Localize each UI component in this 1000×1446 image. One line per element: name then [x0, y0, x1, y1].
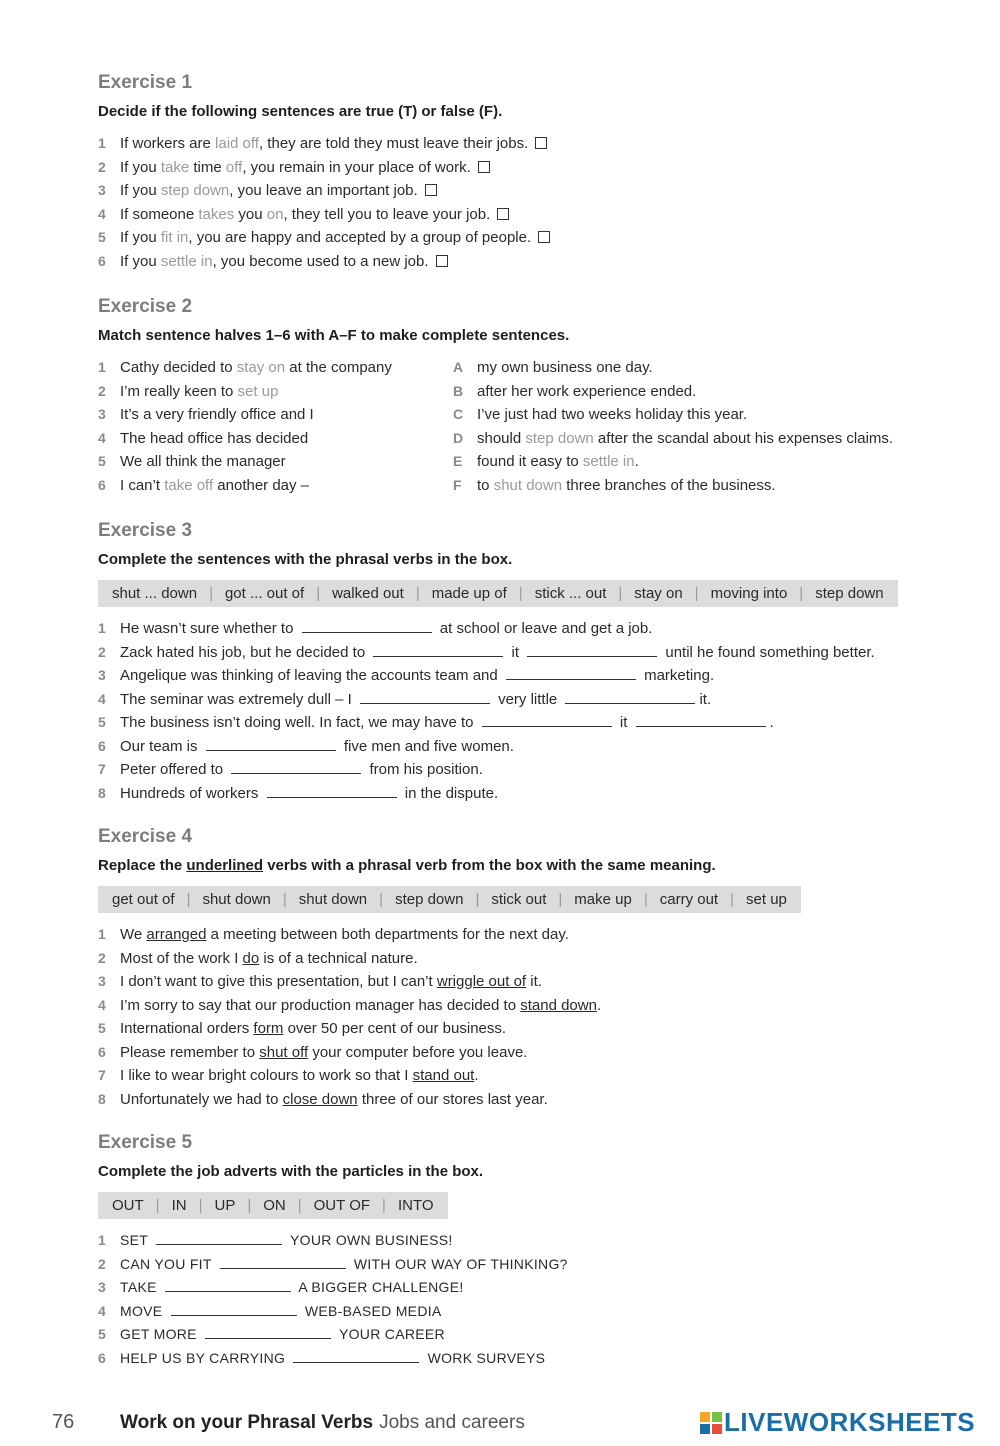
phrasal-verb: take — [160, 158, 190, 176]
item-number: 5 — [98, 714, 106, 730]
phrasal-verb: settle in — [582, 453, 635, 470]
phrasal-verb: set up — [237, 382, 279, 400]
item-letter: A — [453, 359, 464, 375]
underlined-verb: arranged — [146, 926, 207, 943]
sentence-text: , you are happy and accepted by a group of people. — [188, 229, 532, 246]
list-item — [98, 380, 392, 404]
list-item — [98, 1041, 801, 1065]
item-number: 2 — [98, 1255, 107, 1272]
box-separator: | — [247, 1197, 252, 1214]
item-number: 5 — [98, 453, 106, 469]
item-number: 3 — [98, 1279, 107, 1295]
sentence-text: Cathy decided to — [120, 359, 237, 376]
item-letter: C — [453, 406, 464, 422]
sentence-text: I’ve just had two weeks holiday this year. — [477, 406, 748, 423]
box-word: IN — [171, 1197, 187, 1214]
list-item — [98, 250, 550, 274]
item-letter: F — [453, 476, 462, 493]
sentence-text: Most of the work I — [120, 949, 243, 967]
box-separator: | — [518, 585, 523, 602]
list-item — [453, 380, 893, 404]
answer-blank[interactable] — [360, 690, 490, 704]
list-item — [98, 1017, 801, 1041]
answer-checkbox[interactable] — [478, 161, 490, 173]
sentence-text: Angelique was thinking of leaving the accounts team and — [120, 667, 502, 684]
phrasal-verb: off — [225, 158, 243, 176]
phrasal-verb: step down — [160, 182, 230, 199]
sentence-text: The head office has decided — [120, 429, 309, 447]
exercise-4 — [98, 826, 801, 1111]
sentence-text: , you become used to a new job. — [212, 252, 429, 270]
advert-text: WORK SURVEYS — [423, 1349, 546, 1366]
answer-blank[interactable] — [267, 784, 397, 798]
sentence-text: We all think the manager — [120, 453, 286, 470]
item-number: 4 — [98, 996, 106, 1013]
exercise-title: Exercise 4 — [98, 826, 193, 847]
box-separator: | — [475, 891, 480, 908]
item-number: 4 — [98, 1302, 107, 1319]
box-separator: | — [155, 1197, 160, 1214]
item-number: 8 — [98, 1090, 106, 1107]
sentence-text: I can’t — [120, 476, 165, 494]
phrasal-verb: laid off — [215, 135, 259, 152]
list-item — [98, 226, 550, 250]
answer-blank[interactable] — [171, 1302, 297, 1316]
sentence-text: , they are told they must leave their jobs. — [258, 135, 529, 152]
box-word: make up — [574, 891, 632, 908]
list-item — [98, 403, 392, 427]
sentence-text: Zack hated his job, but he decided to — [120, 643, 370, 661]
answer-checkbox[interactable] — [535, 137, 547, 149]
phrasal-verb: fit in — [160, 229, 189, 246]
list-item — [98, 474, 392, 498]
phrasal-verb-box — [98, 580, 898, 607]
sentence-text: I like to wear bright colours to work so that I — [120, 1067, 413, 1084]
exercise-title: Exercise 1 — [98, 72, 193, 93]
list-item — [453, 356, 893, 380]
item-number: 3 — [98, 182, 106, 198]
advert-text: A BIGGER CHALLENGE! — [294, 1279, 464, 1295]
answer-checkbox[interactable] — [436, 255, 448, 267]
answer-blank[interactable] — [482, 713, 612, 727]
underlined-verb: form — [253, 1020, 284, 1037]
list-item — [98, 970, 801, 994]
exercise-1 — [98, 72, 550, 273]
box-separator: | — [382, 1197, 386, 1214]
advert-text: MOVE — [120, 1302, 167, 1319]
sentence-text: If you — [120, 252, 161, 270]
exercise-5 — [98, 1132, 568, 1370]
advert-text: WEB-BASED MEDIA — [300, 1302, 442, 1319]
sentence-list — [98, 132, 550, 273]
item-number: 7 — [98, 761, 106, 777]
answer-blank[interactable] — [373, 643, 503, 657]
sentence-list — [98, 617, 898, 805]
sentence-text: , they tell you to leave your job. — [283, 205, 491, 223]
box-word: shut ... down — [112, 585, 198, 602]
box-separator: | — [558, 891, 563, 908]
sentence-text: Peter offered to — [120, 761, 228, 778]
item-number: 2 — [98, 382, 106, 399]
list-item — [98, 179, 550, 203]
phrasal-verb: takes — [198, 205, 235, 223]
box-word: step down — [815, 585, 884, 602]
list-item — [98, 1323, 568, 1347]
list-item — [98, 735, 898, 759]
box-separator: | — [209, 585, 213, 602]
box-separator: | — [799, 585, 804, 602]
exercise-3 — [98, 520, 898, 805]
box-word: OUT — [112, 1197, 144, 1214]
item-number: 5 — [98, 1020, 106, 1036]
box-word: step down — [395, 891, 464, 908]
exercise-instruction: Match sentence halves 1–6 with A–F to make complete sentences. — [98, 327, 570, 344]
list-item — [98, 947, 801, 971]
list-item — [453, 427, 893, 451]
sentence-text: . — [596, 996, 602, 1014]
list-item — [453, 403, 893, 427]
sentence-text: If you — [120, 229, 161, 246]
liveworksheets-logo-icon — [700, 1412, 722, 1434]
exercise-title: Exercise 3 — [98, 520, 193, 541]
sentence-text: The seminar was extremely dull – I — [120, 690, 356, 708]
phrasal-verb: shut down — [493, 476, 563, 494]
list-item — [98, 1300, 568, 1324]
exercise-instruction: Complete the job adverts with the particles in the box. — [98, 1163, 484, 1180]
box-separator: | — [198, 1197, 203, 1214]
page-number: 76 — [52, 1411, 75, 1433]
list-item — [98, 641, 898, 665]
answer-blank[interactable] — [205, 1325, 331, 1339]
box-separator: | — [379, 891, 384, 908]
sentence-text: If you — [120, 182, 161, 199]
list-item — [98, 688, 898, 712]
sentence-text: He wasn’t sure whether to — [120, 620, 298, 637]
item-number: 3 — [98, 667, 106, 683]
advert-text: HELP US BY CARRYING — [120, 1349, 290, 1366]
phrasal-verb-box — [98, 886, 801, 913]
item-number: 3 — [98, 973, 106, 989]
item-number: 7 — [98, 1067, 106, 1083]
answer-checkbox[interactable] — [497, 208, 509, 220]
sentence-text: It’s a very friendly office and I — [120, 406, 314, 423]
box-word: made up of — [431, 585, 507, 602]
sentence-text: you — [234, 205, 267, 223]
sentence-text: We — [120, 926, 147, 943]
box-word: walked out — [332, 585, 404, 602]
box-word: got ... out of — [224, 585, 305, 602]
list-item — [453, 474, 893, 498]
answer-blank[interactable] — [156, 1231, 282, 1245]
phrasal-verb: take off — [164, 476, 214, 494]
exercise-2 — [98, 296, 958, 501]
box-separator: | — [297, 1197, 302, 1214]
underlined-verb: stand down — [520, 996, 597, 1014]
list-item — [453, 450, 893, 474]
sentence-text: Unfortunately we had to — [120, 1090, 283, 1108]
sentence-list — [98, 923, 801, 1111]
box-word: shut down — [202, 891, 271, 908]
page-footer — [0, 1405, 1000, 1441]
phrasal-verb: stay on — [236, 359, 286, 376]
advert-text: TAKE — [120, 1279, 161, 1295]
phrasal-verb: on — [266, 205, 284, 223]
exercise-title: Exercise 5 — [98, 1132, 193, 1153]
item-number: 2 — [98, 949, 106, 966]
list-item — [98, 203, 550, 227]
item-number: 4 — [98, 205, 106, 222]
box-separator: | — [316, 585, 321, 602]
answer-blank[interactable] — [293, 1349, 419, 1363]
sentence-text: marketing. — [639, 667, 715, 684]
list-item — [98, 923, 801, 947]
sentence-text: your computer before you leave. — [308, 1043, 528, 1061]
answer-blank[interactable] — [527, 643, 657, 657]
box-word: get out of — [112, 891, 175, 908]
advert-text: YOUR CAREER — [335, 1326, 445, 1342]
item-number: 5 — [98, 1326, 107, 1342]
box-word: OUT OF — [313, 1197, 371, 1214]
item-number: 6 — [98, 737, 106, 754]
item-letter: D — [453, 429, 464, 446]
list-item — [98, 1253, 568, 1277]
list-item — [98, 1088, 801, 1112]
item-number: 1 — [98, 926, 106, 942]
answer-blank[interactable] — [231, 760, 361, 774]
exercise-instruction: Replace the underlined verbs with a phrasal verb from the box with the same meaning. — [98, 857, 716, 874]
list-item — [98, 1064, 801, 1088]
sentence-text: found it easy to — [477, 453, 583, 470]
sentence-text: International orders — [120, 1020, 254, 1037]
answer-checkbox[interactable] — [425, 184, 437, 196]
list-item — [98, 356, 392, 380]
box-separator: | — [618, 585, 623, 602]
sentence-text: it. — [699, 690, 712, 708]
box-separator: | — [643, 891, 648, 908]
underlined-verb: close down — [282, 1090, 358, 1108]
unit-topic: Jobs and careers — [379, 1412, 525, 1433]
sentence-text: time — [189, 158, 226, 176]
advert-text: GET MORE — [120, 1326, 202, 1342]
item-number: 4 — [98, 429, 106, 446]
sentence-text: Hundreds of workers — [120, 784, 263, 802]
exercise-instruction: Decide if the following sentences are true (T) or false (F). — [98, 103, 503, 120]
sentence-text: at school or leave and get a job. — [435, 620, 653, 637]
box-word: stick ... out — [534, 585, 607, 602]
sentence-text: very little — [493, 690, 562, 708]
list-item — [98, 782, 898, 806]
box-word: carry out — [659, 891, 719, 908]
list-item — [98, 156, 550, 180]
box-word: ON — [263, 1197, 286, 1214]
sentence-text: at the company — [285, 359, 392, 376]
item-number: 4 — [98, 690, 106, 707]
item-number: 6 — [98, 252, 106, 269]
sentence-text: to — [477, 476, 494, 494]
phrasal-verb: step down — [525, 429, 594, 447]
particle-box — [98, 1192, 448, 1219]
item-number: 6 — [98, 476, 106, 493]
list-item — [98, 132, 550, 156]
sentence-text: it — [615, 714, 632, 731]
underlined-verb: stand out — [412, 1067, 475, 1084]
box-separator: | — [730, 891, 735, 908]
box-word: stick out — [491, 891, 547, 908]
sentence-text: If you — [120, 158, 161, 176]
answer-blank[interactable] — [565, 690, 695, 704]
sentence-text: If someone — [120, 205, 199, 223]
list-item — [98, 711, 898, 735]
box-word: shut down — [298, 891, 368, 908]
item-letter: E — [453, 453, 463, 469]
list-item — [98, 1229, 568, 1253]
answer-blank[interactable] — [206, 737, 336, 751]
answer-blank[interactable] — [302, 619, 432, 633]
answer-blank[interactable] — [506, 666, 636, 680]
sentence-text: . — [634, 453, 639, 470]
list-item — [98, 450, 392, 474]
box-separator: | — [415, 585, 420, 602]
item-number: 6 — [98, 1043, 106, 1060]
item-number: 1 — [98, 359, 106, 375]
sentence-halves-right — [453, 356, 893, 497]
list-item — [98, 1276, 568, 1300]
list-item — [98, 617, 898, 641]
sentence-text: another day – — [213, 476, 310, 494]
sentence-text: should — [477, 429, 526, 447]
underlined-verb: wriggle out of — [436, 973, 527, 990]
answer-blank[interactable] — [636, 713, 766, 727]
list-item — [98, 1347, 568, 1371]
sentence-text: after her work experience ended. — [477, 382, 697, 400]
sentence-text: . — [769, 714, 774, 731]
list-item — [98, 427, 392, 451]
answer-blank[interactable] — [165, 1278, 291, 1292]
box-word: moving into — [710, 585, 788, 602]
sentence-text: until he found something better. — [661, 643, 875, 661]
sentence-halves-left — [98, 356, 392, 497]
sentence-text: three of our stores last year. — [357, 1090, 548, 1108]
list-item — [98, 664, 898, 688]
advert-text: SET — [120, 1232, 153, 1248]
box-separator: | — [186, 891, 191, 908]
sentence-text: it — [507, 643, 524, 661]
sentence-text: Please remember to — [120, 1043, 260, 1061]
book-title: Work on your Phrasal Verbs Jobs and careers — [120, 1412, 525, 1433]
sentence-text: a meeting between both departments for the next day. — [206, 926, 569, 943]
box-word: INTO — [397, 1197, 434, 1214]
brand-logo: LIVEWORKSHEETS — [700, 1407, 975, 1438]
sentence-text: , you remain in your place of work. — [242, 158, 471, 176]
sentence-text: five men and five women. — [339, 737, 514, 755]
phrasal-verb: settle in — [160, 252, 213, 270]
sentence-text: If workers are — [120, 135, 216, 152]
sentence-text: my own business one day. — [477, 359, 653, 376]
exercise-title: Exercise 2 — [98, 296, 193, 317]
sentence-text: three branches of the business. — [562, 476, 776, 494]
sentence-text: it. — [526, 973, 542, 990]
sentence-text: , you leave an important job. — [229, 182, 418, 199]
item-number: 3 — [98, 406, 106, 422]
list-item — [98, 994, 801, 1018]
box-separator: | — [694, 585, 699, 602]
box-word: set up — [746, 891, 787, 908]
sentence-text: . — [474, 1067, 479, 1084]
sentence-text: over 50 per cent of our business. — [283, 1020, 507, 1037]
sentence-text: The business isn’t doing well. In fact, we may have to — [120, 714, 478, 731]
advert-text: YOUR OWN BUSINESS! — [286, 1232, 453, 1248]
sentence-text: from his position. — [365, 761, 483, 778]
advert-text: CAN YOU FIT — [120, 1255, 216, 1272]
box-word: stay on — [634, 585, 683, 602]
list-item — [98, 758, 898, 782]
item-letter: B — [453, 382, 464, 399]
item-number: 1 — [98, 135, 106, 151]
item-number: 1 — [98, 1232, 107, 1248]
item-number: 2 — [98, 158, 106, 175]
underlined-verb: shut off — [259, 1043, 309, 1061]
sentence-text: I’m sorry to say that our production manager has decided to — [120, 996, 521, 1014]
item-number: 1 — [98, 620, 106, 636]
sentence-text: after the scandal about his expenses claims. — [593, 429, 894, 447]
item-number: 8 — [98, 784, 106, 801]
exercise-instruction: Complete the sentences with the phrasal verbs in the box. — [98, 551, 513, 568]
answer-blank[interactable] — [220, 1255, 346, 1269]
sentence-text: is of a technical nature. — [259, 949, 418, 967]
answer-checkbox[interactable] — [538, 231, 550, 243]
box-word: UP — [214, 1197, 236, 1214]
item-number: 5 — [98, 229, 106, 245]
job-advert-list — [98, 1229, 568, 1370]
item-number: 6 — [98, 1349, 107, 1366]
sentence-text: in the dispute. — [400, 784, 499, 802]
underlined-verb: do — [242, 949, 260, 967]
sentence-text: Our team is — [120, 737, 202, 755]
sentence-text: I don’t want to give this presentation, but I can’t — [120, 973, 437, 990]
item-number: 2 — [98, 643, 106, 660]
sentence-text: I’m really keen to — [120, 382, 238, 400]
advert-text: WITH OUR WAY OF THINKING? — [349, 1255, 568, 1272]
box-separator: | — [282, 891, 287, 908]
